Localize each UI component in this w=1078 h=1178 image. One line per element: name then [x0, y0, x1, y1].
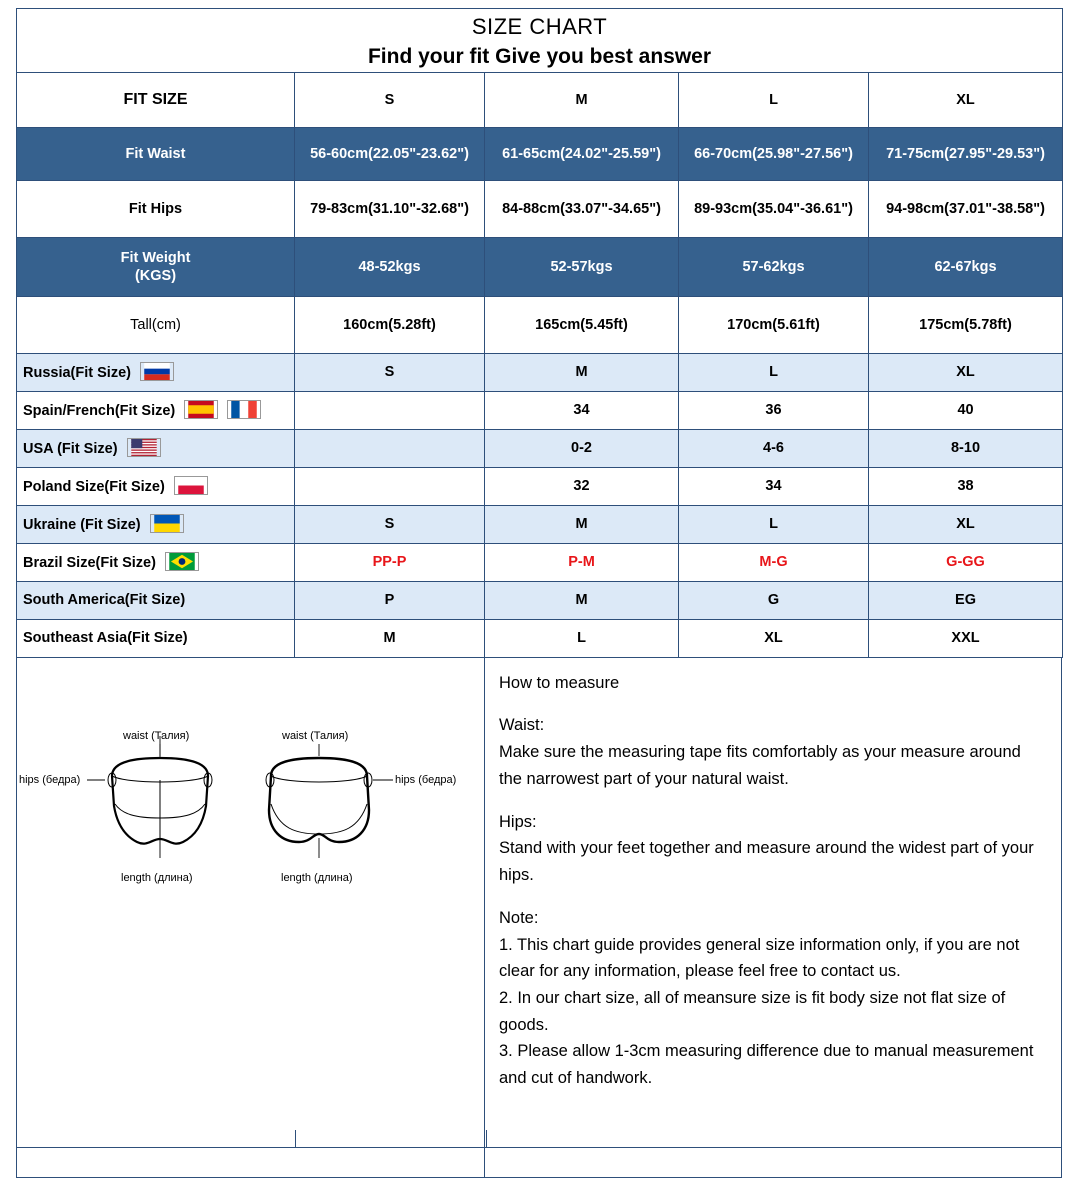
brazil-l: M-G: [679, 543, 869, 581]
brazil-flag-icon: [165, 552, 199, 571]
fit-waist-l: 66-70cm(25.98"-27.56"): [679, 127, 869, 180]
waist-text: Make sure the measuring tape fits comfortably as your measure around the narrowest part of your natural waist.: [499, 743, 1021, 788]
underwear-diagram-icon: [17, 718, 485, 968]
poland-m: 32: [485, 467, 679, 505]
hips-label-left: hips (бедра): [19, 773, 81, 786]
country-label-usa: [17, 429, 295, 467]
hips-title: Hips:: [499, 812, 537, 831]
header-size-m: M: [485, 72, 679, 127]
france-flag-icon: [227, 400, 261, 419]
hips-text: Stand with your feet together and measure around the widest part of your hips.: [499, 839, 1034, 885]
ukraine-l: L: [679, 505, 869, 543]
note-3: 3. Please allow 1-3cm measuring difference due to manual measurement and cut of handwork.: [499, 1042, 1034, 1088]
country-label-spain-france: [17, 391, 295, 429]
russia-xl: XL: [869, 353, 1063, 391]
usa-xl: 8-10: [869, 429, 1063, 467]
fit-weight-m: 52-57kgs: [485, 237, 679, 296]
howto-heading: How to measure: [499, 673, 620, 692]
country-label-ukraine: [17, 505, 295, 543]
note-2: 2. In our chart size, all of meansure size is fit body size not flat size of goods.: [499, 988, 1006, 1034]
tall-row: [17, 296, 1063, 353]
fit-waist-m: 61-65cm(24.02"-25.59"): [485, 127, 679, 180]
southeast-asia-s: M: [295, 619, 485, 657]
measurement-diagram: [17, 658, 485, 1177]
length-label-right: length (длина): [281, 871, 353, 884]
waist-label-left: waist (Талия): [123, 729, 190, 742]
tall-s: 160cm(5.28ft): [295, 296, 485, 353]
south-america-m: M: [485, 581, 679, 619]
spain-france-m: 34: [485, 391, 679, 429]
fit-hips-row: [17, 180, 1063, 237]
note-title: Note:: [499, 908, 539, 927]
spain-flag-icon: [184, 400, 218, 419]
header-row: [17, 72, 1063, 127]
fit-hips-m: 84-88cm(33.07"-34.65"): [485, 180, 679, 237]
table-row: [17, 467, 1063, 505]
footer-cell-1: [17, 1130, 296, 1147]
fit-weight-l: 57-62kgs: [679, 237, 869, 296]
south-america-xl: EG: [869, 581, 1063, 619]
country-name-russia: Russia(Fit Size): [23, 365, 131, 382]
tall-l: 170cm(5.61ft): [679, 296, 869, 353]
fit-waist-xl: 71-75cm(27.95"-29.53"): [869, 127, 1063, 180]
fit-weight-xl: 62-67kgs: [869, 237, 1063, 296]
poland-s: [295, 467, 485, 505]
hips-label-right: hips (бедра): [395, 773, 457, 786]
tall-label: Tall(cm): [17, 296, 295, 353]
south-america-s: P: [295, 581, 485, 619]
spain-france-xl: 40: [869, 391, 1063, 429]
title-cell: [17, 9, 1063, 73]
footer-cell-2: [296, 1130, 487, 1147]
country-name-ukraine: Ukraine (Fit Size): [23, 517, 141, 534]
fit-weight-label: [17, 237, 295, 296]
note-1: 1. This chart guide provides general size information only, if you are not clear for any information, please feel free to contact us.: [499, 935, 1020, 981]
waist-label-right: waist (Талия): [282, 729, 349, 742]
brazil-s: PP-P: [295, 543, 485, 581]
table-row: [17, 429, 1063, 467]
country-label-brazil: [17, 543, 295, 581]
southeast-asia-m: L: [485, 619, 679, 657]
how-to-measure-panel: [485, 658, 1061, 1177]
fit-weight-label-line2: (KGS): [134, 267, 177, 284]
fit-waist-s: 56-60cm(22.05"-23.62"): [295, 127, 485, 180]
fit-size-label: FIT SIZE: [17, 72, 295, 127]
brazil-m: P-M: [485, 543, 679, 581]
country-label-southeast-asia: Southeast Asia(Fit Size): [17, 619, 295, 657]
spain-france-l: 36: [679, 391, 869, 429]
size-chart-table: [16, 8, 1063, 658]
poland-xl: 38: [869, 467, 1063, 505]
fit-hips-xl: 94-98cm(37.01"-38.58"): [869, 180, 1063, 237]
table-row: [17, 543, 1063, 581]
ukraine-xl: XL: [869, 505, 1063, 543]
country-label-poland: [17, 467, 295, 505]
fit-weight-s: 48-52kgs: [295, 237, 485, 296]
usa-flag-icon: [127, 438, 161, 457]
header-size-l: L: [679, 72, 869, 127]
usa-s: [295, 429, 485, 467]
ukraine-m: M: [485, 505, 679, 543]
fit-waist-row: [17, 127, 1063, 180]
russia-m: M: [485, 353, 679, 391]
south-america-l: G: [679, 581, 869, 619]
table-row: [17, 391, 1063, 429]
usa-m: 0-2: [485, 429, 679, 467]
spain-france-s: [295, 391, 485, 429]
ukraine-s: S: [295, 505, 485, 543]
russia-l: L: [679, 353, 869, 391]
country-name-spain-france: Spain/French(Fit Size): [23, 403, 176, 420]
footer-cell-3: [487, 1130, 1061, 1147]
footer-strip: [16, 1130, 1062, 1148]
bottom-section: [16, 658, 1062, 1178]
country-label-south-america: South America(Fit Size): [17, 581, 295, 619]
country-name-brazil: Brazil Size(Fit Size): [23, 555, 156, 572]
fit-waist-label: Fit Waist: [17, 127, 295, 180]
table-row: [17, 619, 1063, 657]
poland-l: 34: [679, 467, 869, 505]
southeast-asia-l: XL: [679, 619, 869, 657]
fit-weight-label-line1: Fit Weight: [120, 249, 191, 266]
title-row: [17, 9, 1063, 73]
country-name-usa: USA (Fit Size): [23, 441, 118, 458]
table-row: [17, 505, 1063, 543]
length-label-left: length (длина): [121, 871, 193, 884]
header-size-s: S: [295, 72, 485, 127]
fit-hips-l: 89-93cm(35.04"-36.61"): [679, 180, 869, 237]
country-name-poland: Poland Size(Fit Size): [23, 479, 165, 496]
waist-title: Waist:: [499, 716, 545, 735]
fit-weight-row: [17, 237, 1063, 296]
country-label-russia: [17, 353, 295, 391]
russia-s: S: [295, 353, 485, 391]
table-row: [17, 581, 1063, 619]
page-title: SIZE CHART: [471, 14, 608, 39]
size-chart-page: [0, 8, 1078, 1148]
header-size-xl: XL: [869, 72, 1063, 127]
russia-flag-icon: [140, 362, 174, 381]
fit-hips-s: 79-83cm(31.10"-32.68"): [295, 180, 485, 237]
tall-xl: 175cm(5.78ft): [869, 296, 1063, 353]
fit-hips-label: Fit Hips: [17, 180, 295, 237]
brazil-xl: G-GG: [869, 543, 1063, 581]
southeast-asia-xl: XXL: [869, 619, 1063, 657]
poland-flag-icon: [174, 476, 208, 495]
usa-l: 4-6: [679, 429, 869, 467]
page-subtitle: Find your fit Give you best answer: [367, 44, 712, 68]
table-row: [17, 353, 1063, 391]
ukraine-flag-icon: [150, 514, 184, 533]
tall-m: 165cm(5.45ft): [485, 296, 679, 353]
